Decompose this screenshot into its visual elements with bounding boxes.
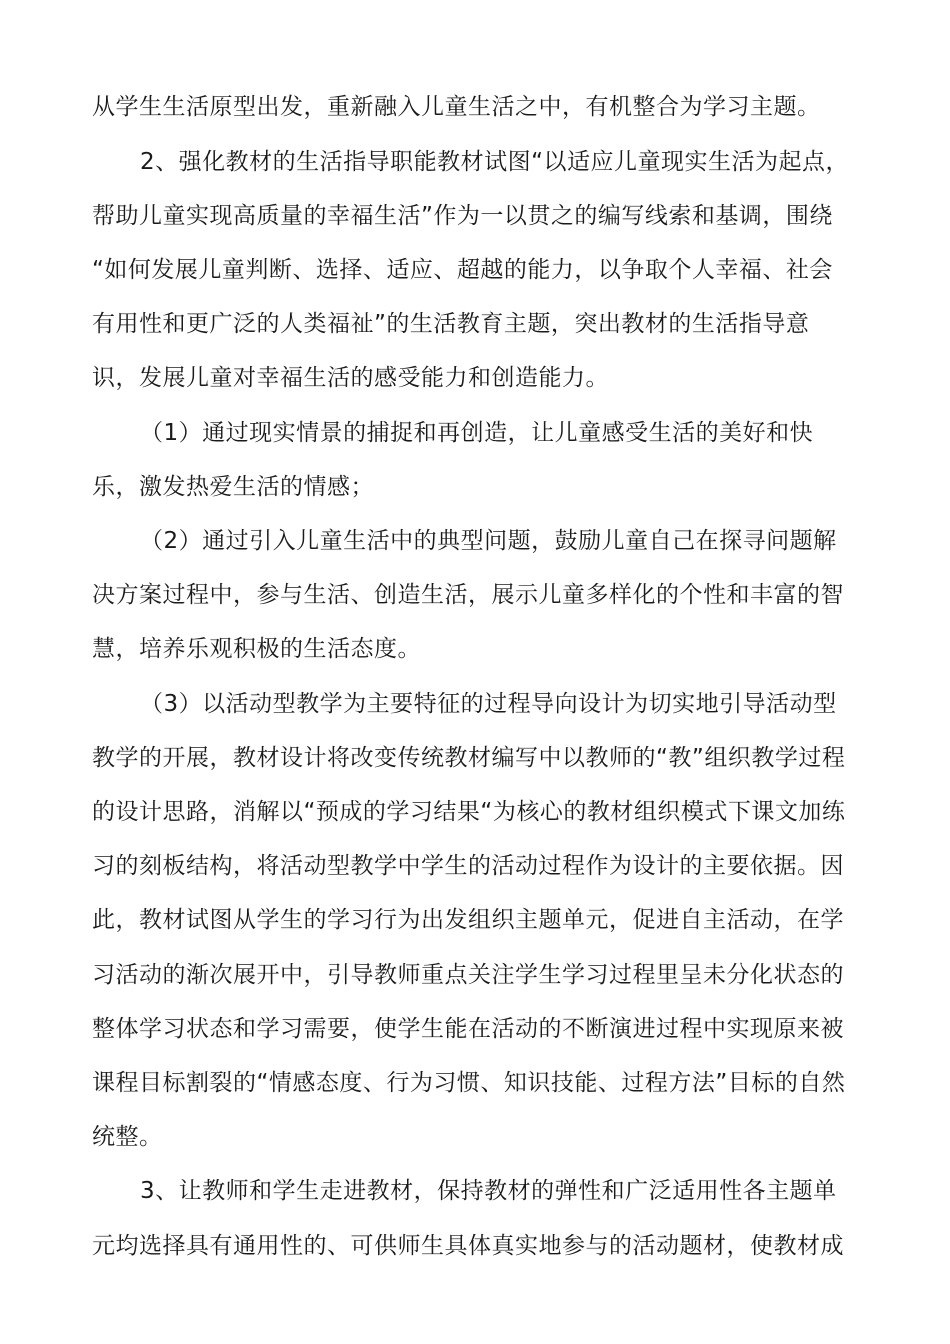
text-line: 统整。 <box>92 1124 163 1150</box>
text-line: 元均选择具有通用性的、可供师生具体真实地参与的活动题材，使教材成 <box>92 1233 844 1259</box>
text-line: 3、让教师和学生走进教材，保持教材的弹性和广泛适用性各主题单 <box>140 1178 837 1204</box>
text-line: 课程目标割裂的“情感态度、行为习惯、知识技能、过程方法”目标的自然 <box>92 1070 846 1096</box>
text-line: 习活动的渐次展开中，引导教师重点关注学生学习过程里呈未分化状态的 <box>92 962 844 988</box>
text-line: 帮助儿童实现高质量的幸福生活”作为一以贯之的编写线索和基调，围绕 <box>92 203 833 229</box>
text-line: 的设计思路，消解以“预成的学习结果“为核心的教材组织模式下课文加练 <box>92 799 846 825</box>
text-line: 从学生生活原型出发，重新融入儿童生活之中，有机整合为学习主题。 <box>92 94 821 120</box>
text-line: 习的刻板结构，将活动型教学中学生的活动过程作为设计的主要依据。因 <box>92 853 844 879</box>
text-line: 决方案过程中，参与生活、创造生活，展示儿童多样化的个性和丰富的智 <box>92 582 844 608</box>
text-line: 有用性和更广泛的人类福祉”的生活教育主题，突出教材的生活指导意 <box>92 311 810 337</box>
text-line: （3）以活动型教学为主要特征的过程导向设计为切实地引导活动型 <box>140 691 837 717</box>
text-line: 识，发展儿童对幸福生活的感受能力和创造能力。 <box>92 365 609 391</box>
text-line: 此，教材试图从学生的学习行为出发组织主题单元，促进自主活动，在学 <box>92 907 844 933</box>
text-line: 乐，激发热爱生活的情感； <box>92 474 374 500</box>
text-line: “如何发展儿童判断、选择、适应、超越的能力，以争取个人幸福、社会 <box>92 257 833 283</box>
text-line: 整体学习状态和学习需要，使学生能在活动的不断演进过程中实现原来被 <box>92 1016 844 1042</box>
text-line: 教学的开展，教材设计将改变传统教材编写中以教师的“教”组织教学过程 <box>92 745 846 771</box>
text-line: （2）通过引入儿童生活中的典型问题，鼓励儿童自己在探寻问题解 <box>140 528 837 554</box>
text-line: 慧，培养乐观积极的生活态度。 <box>92 636 421 662</box>
text-line: （1）通过现实情景的捕捉和再创造，让儿童感受生活的美好和快 <box>140 420 814 446</box>
text-line: 2、强化教材的生活指导职能教材试图“以适应儿童现实生活为起点， <box>140 149 850 175</box>
